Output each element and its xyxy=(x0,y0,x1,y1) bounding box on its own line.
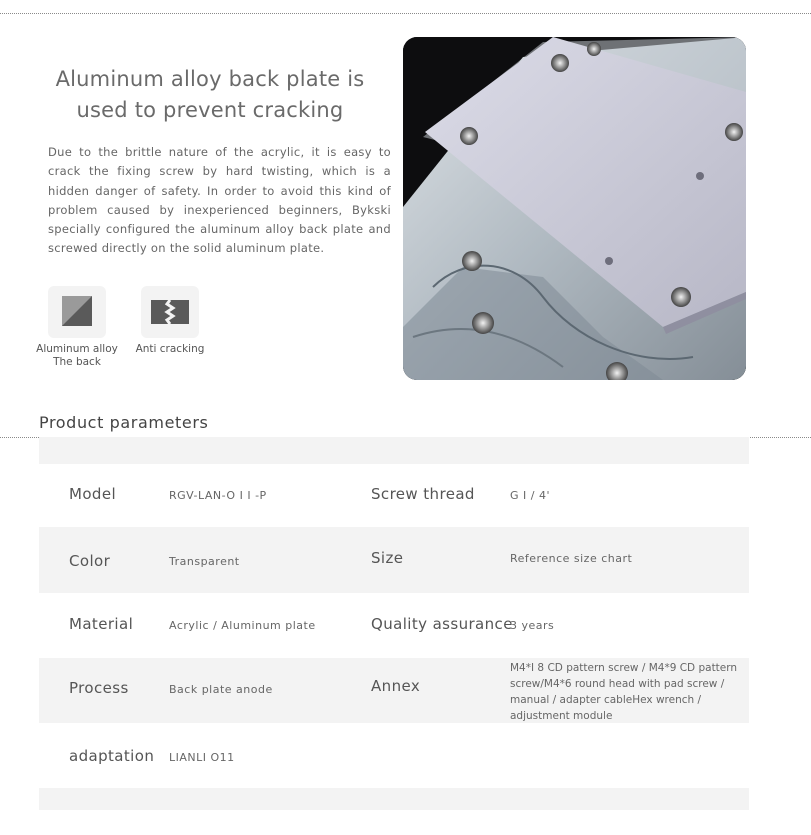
headline-line-2: used to prevent cracking xyxy=(76,98,344,122)
feature-label: Anti cracking xyxy=(135,343,205,355)
param-label: Model xyxy=(69,485,117,503)
headline-line-1: Aluminum alloy back plate is xyxy=(55,67,365,91)
param-value: Back plate anode xyxy=(169,683,273,696)
param-value: RGV-LAN-O I I -P xyxy=(169,489,267,502)
param-label: Process xyxy=(69,679,129,697)
param-value: LIANLI O11 xyxy=(169,751,235,764)
feature-aluminum-back xyxy=(34,286,120,369)
feature-label-line-2: The back xyxy=(53,356,101,368)
param-label: Screw thread xyxy=(371,485,475,503)
parameters-table xyxy=(39,437,749,810)
table-row xyxy=(39,723,749,788)
anti-cracking-icon xyxy=(141,286,199,338)
feature-anti-cracking xyxy=(127,286,213,356)
param-label: adaptation xyxy=(69,747,155,765)
param-value: Acrylic / Aluminum plate xyxy=(169,619,316,632)
table-row xyxy=(39,464,749,527)
param-value-annex: M4*I 8 CD pattern screw / M4*9 CD pattern screw/M4*6 round head with pad screw / manual / adapter cableHex wrench / adjustment module xyxy=(510,662,738,722)
param-value: Reference size chart xyxy=(510,552,633,565)
param-label: Color xyxy=(69,552,111,570)
aluminum-plate-icon xyxy=(48,286,106,338)
headline xyxy=(30,64,390,126)
section-title: Product parameters xyxy=(39,413,209,432)
param-label: Size xyxy=(371,549,404,567)
description-paragraph: Due to the brittle nature of the acrylic, it is easy to crack the fixing screw by hard twisting, which is a hidden danger of safety. In order to avoid this kind of problem caused by inexperienced beginners, Bykski specially configured the aluminum alloy back plate and screwed directly on the solid aluminum plate. xyxy=(48,145,391,256)
table-row xyxy=(39,527,749,593)
table-row xyxy=(39,658,749,723)
table-top-band xyxy=(39,437,749,464)
param-label: Annex xyxy=(371,677,421,695)
table-row xyxy=(39,593,749,658)
top-divider xyxy=(0,13,811,14)
table-bottom-band xyxy=(39,788,749,810)
param-value: G I / 4' xyxy=(510,489,550,502)
product-photo xyxy=(403,37,746,380)
param-label: Quality assurance xyxy=(371,615,513,633)
param-value: Transparent xyxy=(169,555,240,568)
param-label: Material xyxy=(69,615,134,633)
param-value: 3 years xyxy=(510,619,555,632)
feature-label-line-1: Aluminum alloy xyxy=(36,343,118,355)
